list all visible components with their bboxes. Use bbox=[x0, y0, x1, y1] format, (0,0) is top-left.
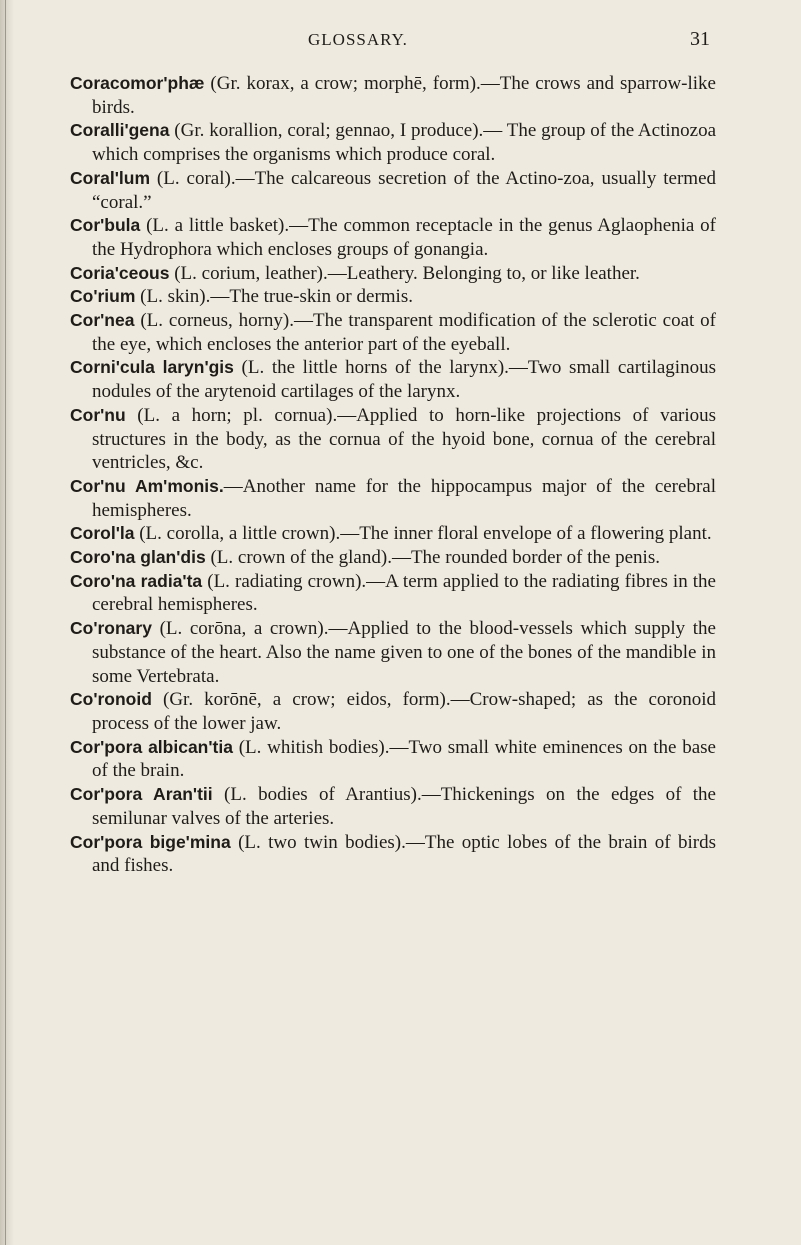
entry-definition: (L. skin).—The true-skin or dermis. bbox=[135, 286, 413, 308]
entry-term: Cor'nu Am'monis. bbox=[70, 475, 224, 496]
entry-definition: (L. bodies of Arantius).—Thickenings on the edges of the semilunar valves of the arteries. bbox=[92, 784, 716, 829]
entry-term: Co'ronary bbox=[70, 618, 152, 639]
entry-term: Cor'pora Aran'tii bbox=[70, 784, 213, 805]
running-title: GLOSSARY. bbox=[308, 30, 408, 49]
entry-definition: (L. coral).—The calcareous secretion of the Actino-zoa, usually termed “coral.” bbox=[92, 167, 716, 213]
entry-definition: (Gr. korōnē, a crow; eidos, form).—Crow-shaped; as the coronoid process of the lower jaw. bbox=[92, 689, 716, 734]
page-edge bbox=[0, 0, 14, 1245]
entry-term: Cor'bula bbox=[70, 215, 141, 236]
glossary-entry bbox=[70, 72, 716, 119]
page-number: 31 bbox=[690, 28, 710, 50]
entry-term: Coro'na radia'ta bbox=[70, 570, 203, 591]
entry-term: Cor'nea bbox=[70, 310, 135, 331]
glossary-entry bbox=[70, 285, 716, 309]
glossary-entry bbox=[70, 570, 716, 617]
glossary-entry bbox=[70, 309, 716, 356]
entry-term: Co'rium bbox=[70, 286, 136, 307]
glossary-entry bbox=[70, 736, 716, 783]
entry-definition: (L. two twin bodies).—The optic lobes of the brain of birds and fishes. bbox=[92, 831, 716, 877]
glossary-list bbox=[70, 72, 716, 878]
glossary-entry bbox=[70, 617, 716, 688]
entry-definition: (L. corolla, a little crown).—The inner floral envelope of a flowering plant. bbox=[134, 523, 712, 545]
entry-definition: (L. corium, leather).—Leathery. Belonging to, or like leather. bbox=[169, 262, 640, 284]
entry-term: Coracomor'phæ bbox=[70, 73, 205, 93]
entry-term: Corni'cula laryn'gis bbox=[70, 357, 234, 378]
entry-term: Corol'la bbox=[70, 523, 135, 544]
entry-term: Cor'nu bbox=[70, 404, 126, 425]
glossary-entry bbox=[70, 404, 716, 475]
glossary-entry bbox=[70, 546, 716, 570]
entry-definition: (L. corneus, horny).—The transparent modification of the sclerotic coat of the eye, which encloses the anterior part of the eyeball. bbox=[92, 310, 716, 355]
glossary-entry bbox=[70, 783, 716, 830]
entry-term: Coria'ceous bbox=[70, 262, 170, 283]
entry-definition: (L. crown of the gland).—The rounded border of the penis. bbox=[205, 547, 660, 569]
entry-definition: (L. a little basket).—The common receptacle in the genus Aglaophenia of the Hydrophora which encloses groups of gonangia. bbox=[92, 215, 716, 260]
entry-definition: (L. whitish bodies).—Two small white eminences on the base of the brain. bbox=[92, 736, 716, 782]
glossary-entry bbox=[70, 475, 716, 522]
entry-definition: (L. a horn; pl. cornua).—Applied to horn-like projections of various structures in the body, as the cornua of the hyoid bone, cornua of the cerebral ventricles, &c. bbox=[92, 404, 716, 474]
glossary-entry bbox=[70, 167, 716, 214]
entry-term: Coral'lum bbox=[70, 167, 151, 188]
glossary-entry bbox=[70, 262, 716, 286]
entry-term: Co'ronoid bbox=[70, 689, 152, 710]
entry-definition: (L. radiating crown).—A term applied to the radiating fibres in the cerebral hemispheres. bbox=[92, 570, 716, 616]
entry-definition: (Gr. korallion, coral; gennao, I produce).— The group of the Actinozoa which comprises the organisms which produce coral. bbox=[92, 120, 716, 166]
page-header bbox=[60, 22, 710, 52]
entry-term: Cor'pora albican'tia bbox=[70, 736, 233, 757]
glossary-entry bbox=[70, 119, 716, 166]
glossary-entry bbox=[70, 831, 716, 878]
glossary-entry bbox=[70, 522, 716, 546]
glossary-entry bbox=[70, 356, 716, 403]
entry-definition: (Gr. korax, a crow; morphē, form).—The crows and sparrow-like birds. bbox=[92, 73, 716, 118]
glossary-entry bbox=[70, 688, 716, 735]
entry-term: Coralli'gena bbox=[70, 120, 170, 141]
entry-term: Coro'na glan'dis bbox=[70, 547, 206, 568]
entry-term: Cor'pora bige'mina bbox=[70, 831, 231, 852]
entry-definition: —Another name for the hippocampus major of the cerebral hemispheres. bbox=[92, 475, 716, 521]
entry-definition: (L. the little horns of the larynx).—Two small cartilaginous nodules of the arytenoid cartilages of the larynx. bbox=[92, 357, 716, 403]
glossary-entry bbox=[70, 214, 716, 261]
entry-definition: (L. corōna, a crown).—Applied to the blood-vessels which supply the substance of the heart. Also the name given to one of the bones of the mandible in some Vertebrata. bbox=[92, 618, 716, 687]
